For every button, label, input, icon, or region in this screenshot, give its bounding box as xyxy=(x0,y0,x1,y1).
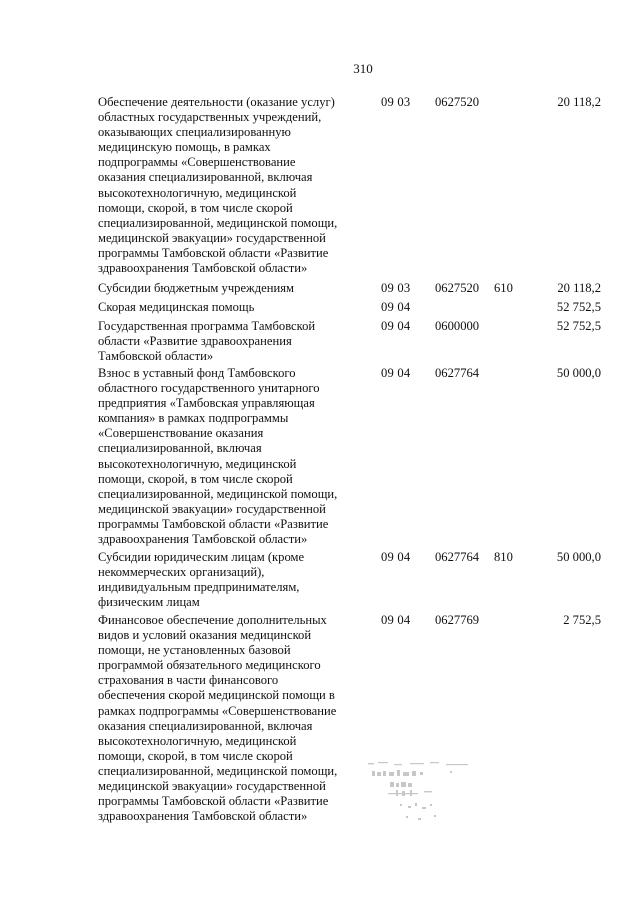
row-name: Субсидии юридическим лицам (кроме некоммерческих организаций), индивидуальным предпринимателям, физическим лицам xyxy=(98,550,305,610)
row-name: Финансовое обеспечение дополнительных видов и условий оказания медицинской помощи, не установленных базовой программой обязательного медицинского страхования в части финансового обеспечения скорой медицинской помощи в рамках подпрограммы «Совершенствование оказания специализированной, включая высокотехнологичную, медицинской помощи, скорой, в том числе скорой специализированной, медицинской помощи, медицинской эвакуации» государственной программы Тамбовской области «Развитие здравоохранения Тамбовской области» xyxy=(98,613,338,824)
row-section-code: 09 03 xyxy=(381,281,411,295)
row-name: Скорая медицинская помощь xyxy=(98,300,255,314)
page-number: 310 xyxy=(353,61,373,76)
row-name: Субсидии бюджетным учреждениям xyxy=(98,281,294,295)
row-expense-code: 810 xyxy=(494,550,513,564)
row-section-code: 09 04 xyxy=(381,550,411,564)
row-name: Обеспечение деятельности (оказание услуг) областных государственных учреждений, оказывающих специализированную медицинскую помощь, в рамках подпрограммы «Совершенствование оказания специализированной, включая высокотехнологичную, медицинской помощи, скорой, в том числе скорой специализированной, медицинской помощи, медицинской эвакуации» государственной программы Тамбовской области «Развитие здравоохранения Тамбовской области» xyxy=(98,95,338,276)
row-amount: 2 752,5 xyxy=(563,613,601,627)
faded-stamp-mark xyxy=(360,760,490,830)
table-row xyxy=(98,319,608,366)
row-amount: 20 118,2 xyxy=(557,95,601,109)
row-target-code: 0627764 xyxy=(435,366,480,380)
row-section-code: 09 04 xyxy=(381,300,411,314)
table-row xyxy=(98,366,608,550)
table-row xyxy=(98,613,608,828)
row-section-code: 09 04 xyxy=(381,319,411,333)
row-amount: 20 118,2 xyxy=(557,281,601,295)
row-target-code: 0627764 xyxy=(435,550,480,564)
row-amount: 50 000,0 xyxy=(556,550,601,564)
row-section-code: 09 03 xyxy=(381,95,411,109)
budget-table xyxy=(98,95,608,828)
row-name: Государственная программа Тамбовской области «Развитие здравоохранения Тамбовской области» xyxy=(98,319,316,364)
row-amount: 50 000,0 xyxy=(556,366,601,380)
table-row xyxy=(98,281,608,300)
row-amount: 52 752,5 xyxy=(556,300,601,314)
row-name: Взнос в уставный фонд Тамбовского областного государственного унитарного предприятия «Тамбовская управляющая компания» в рамках подпрограммы «Совершенствование оказания специализированной, включая высокотехнологичную, медицинской помощи, скорой, в том числе скорой специализированной, медицинской помощи, медицинской эвакуации» государственной программы Тамбовской области «Развитие здравоохранения Тамбовской области» xyxy=(98,366,338,547)
table-row xyxy=(98,300,608,319)
row-expense-code: 610 xyxy=(494,281,513,295)
table-row xyxy=(98,95,608,281)
row-target-code: 0627520 xyxy=(435,95,480,109)
row-target-code: 0627769 xyxy=(435,613,480,627)
row-amount: 52 752,5 xyxy=(556,319,601,333)
table-row xyxy=(98,550,608,613)
row-target-code: 0627520 xyxy=(435,281,480,295)
row-section-code: 09 04 xyxy=(381,613,411,627)
row-section-code: 09 04 xyxy=(381,366,411,380)
row-target-code: 0600000 xyxy=(435,319,480,333)
